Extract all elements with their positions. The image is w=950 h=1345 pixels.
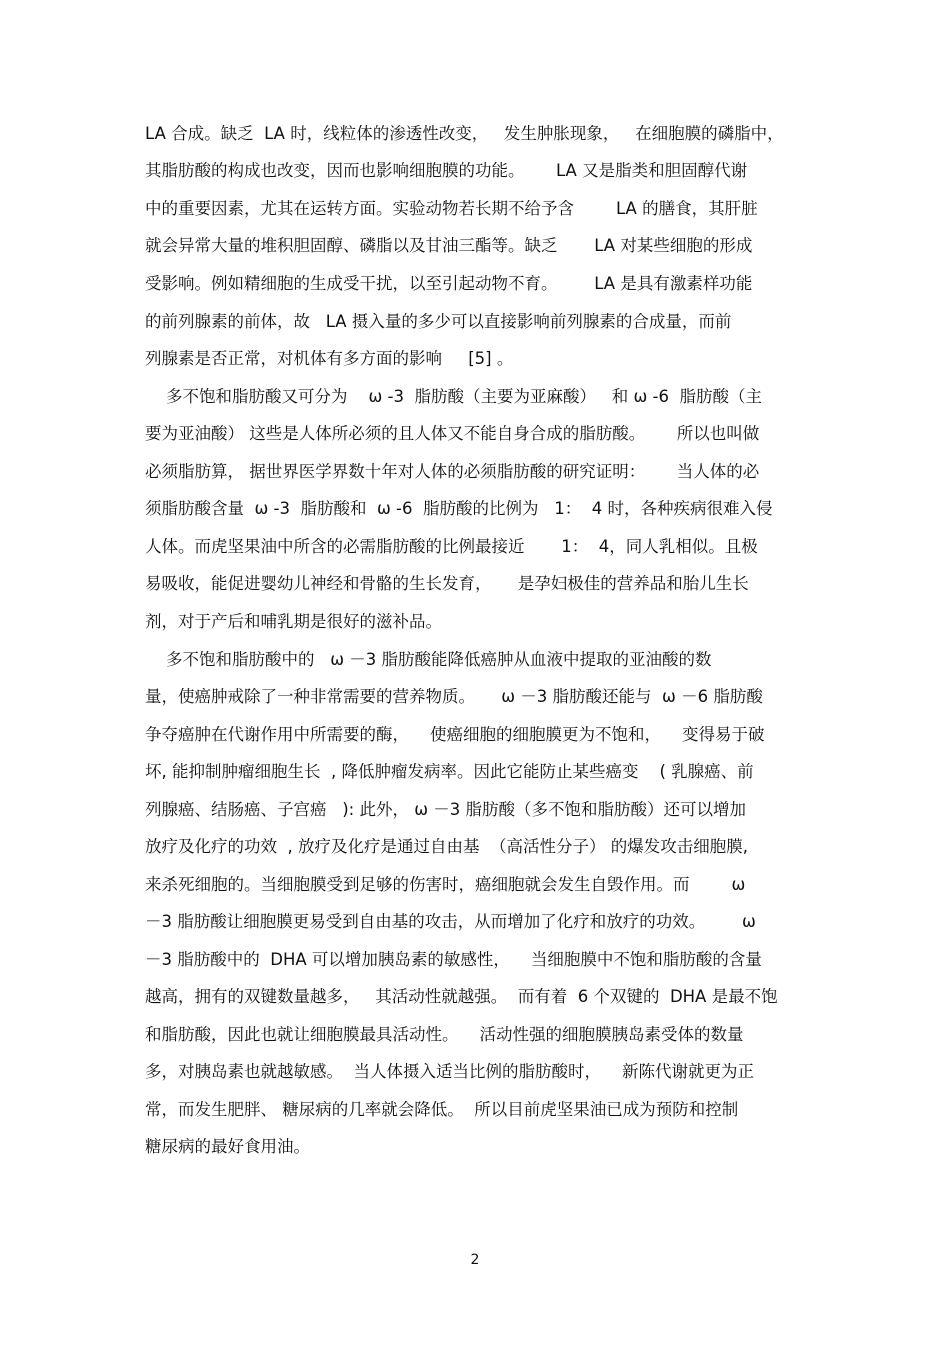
text-line: 常，而发生肥胖、 糖尿病的几率就会降低。 所以目前虎坚果油已成为预防和控制	[145, 1100, 739, 1119]
text-line: －3 脂肪酸让细胞膜更易受到自由基的攻击，从而增加了化疗和放疗的功效。 ω	[145, 912, 756, 931]
text-line: 受影响。例如精细胞的生成受干扰，以至引起动物不育。 LA 是具有激素样功能	[145, 274, 753, 293]
text-line: 越高，拥有的双键数量越多， 其活动性就越强。 而有着 6 个双键的 DHA 是最不饱	[145, 987, 778, 1006]
text-line: 要为亚油酸） 这些是人体所必须的且人体又不能自身合成的脂肪酸。 所以也叫做	[145, 424, 760, 443]
paragraph-first-line: 多不饱和脂肪酸中的 ω －3 脂肪酸能降低癌肿从血液中提取的亚油酸的数	[145, 650, 712, 669]
text-line: 量，使癌肿戒除了一种非常需要的营养物质。 ω －3 脂肪酸还能与 ω －6 脂肪酸	[145, 687, 763, 706]
text-line: 人体。而虎坚果油中所含的必需脂肪酸的比例最接近 1： 4，同人乳相似。且极	[145, 537, 758, 556]
page-number: 2	[470, 1252, 480, 1268]
text-line: 争夺癌肿在代谢作用中所需要的酶， 使癌细胞的细胞膜更为不饱和， 变得易于破	[145, 725, 765, 744]
text-line: 中的重要因素，尤其在运转方面。实验动物若长期不给予含 LA 的膳食，其肝脏	[145, 199, 758, 218]
text-line: 就会异常大量的堆积胆固醇、磷脂以及甘油三酯等。缺乏 LA 对某些细胞的形成	[145, 236, 753, 255]
text-line: 和脂肪酸，因此也就让细胞膜最具活动性。 活动性强的细胞膜胰岛素受体的数量	[145, 1025, 744, 1044]
text-line: 易吸收，能促进婴幼儿神经和骨骼的生长发育， 是孕妇极佳的营养品和胎儿生长	[145, 574, 749, 593]
text-line: LA 合成。缺乏 LA 时，线粒体的渗透性改变， 发生肿胀现象， 在细胞膜的磷脂中，	[145, 124, 784, 143]
text-line: 其脂肪酸的构成也改变，因而也影响细胞膜的功能。 LA 又是脂类和胆固醇代谢	[145, 161, 748, 180]
text-line: 须脂肪酸含量 ω -3 脂肪酸和 ω -6 脂肪酸的比例为 1： 4 时，各种疾病很难入侵	[145, 499, 773, 518]
text-line: 列腺素是否正常，对机体有多方面的影响 [5] 。	[145, 349, 514, 368]
text-line: 来杀死细胞的。当细胞膜受到足够的伤害时，癌细胞就会发生自毁作用。而 ω	[145, 875, 746, 894]
paragraph-first-line: 多不饱和脂肪酸又可分为 ω -3 脂肪酸（主要为亚麻酸） 和 ω -6 脂肪酸（主	[145, 387, 762, 406]
text-line: 糖尿病的最好食用油。	[145, 1137, 310, 1156]
text-line: 必须脂肪算， 据世界医学界数十年对人体的必须脂肪酸的研究证明： 当人体的必	[145, 462, 760, 481]
text-line: －3 脂肪酸中的 DHA 可以增加胰岛素的敏感性， 当细胞膜中不饱和脂肪酸的含量	[145, 950, 762, 969]
text-line: 放疗及化疗的功效 , 放疗及化疗是通过自由基 （高活性分子） 的爆发攻击细胞膜,	[145, 837, 748, 856]
text-line: 的前列腺素的前体，故 LA 摄入量的多少可以直接影响前列腺素的合成量，而前	[145, 312, 732, 331]
text-line: 坏, 能抑制肿瘤细胞生长 , 降低肿瘤发病率。因此它能防止某些癌变 ( 乳腺癌、前	[145, 762, 754, 781]
text-line: 剂，对于产后和哺乳期是很好的滋补品。	[145, 612, 442, 631]
text-line: 多，对胰岛素也就越敏感。 当人体摄入适当比例的脂肪酸时， 新陈代谢就更为正	[145, 1062, 754, 1081]
text-line: 列腺癌、结肠癌、子宫癌 ): 此外， ω －3 脂肪酸（多不饱和脂肪酸）还可以增加	[145, 800, 747, 819]
